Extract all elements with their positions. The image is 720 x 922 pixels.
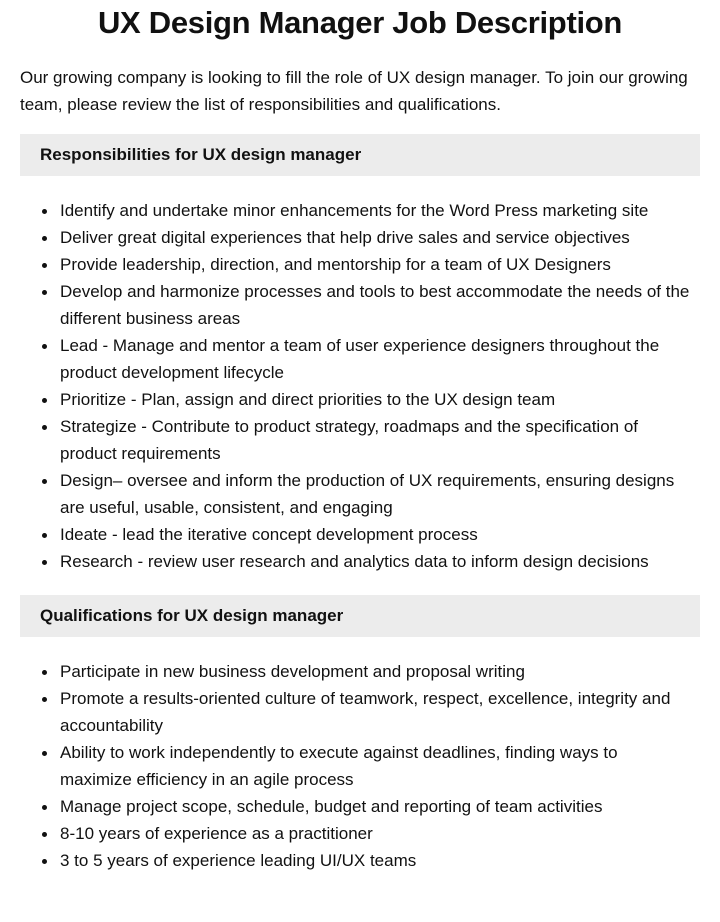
qualifications-heading: Qualifications for UX design manager [20,595,700,637]
bullet-icon [42,859,47,864]
list-item [20,467,700,521]
bullet-icon [42,560,47,565]
list-item [20,413,700,467]
bullet-icon [42,398,47,403]
list-item-text: 3 to 5 years of experience leading UI/UX teams [60,851,417,870]
list-item-text: Provide leadership, direction, and mentorship for a team of UX Designers [60,255,611,274]
bullet-icon [42,479,47,484]
list-item [20,739,700,793]
list-item [20,332,700,386]
responsibilities-list [20,197,700,575]
qualifications-list [20,658,700,874]
list-item-text: Ideate - lead the iterative concept development process [60,525,478,544]
list-item-text: Promote a results-oriented culture of teamwork, respect, excellence, integrity and accountability [60,689,671,735]
list-item [20,386,700,413]
list-item [20,685,700,739]
bullet-icon [42,290,47,295]
bullet-icon [42,805,47,810]
section-spacer [20,575,700,579]
list-item [20,521,700,548]
list-item-text: Participate in new business development and proposal writing [60,662,525,681]
bullet-icon [42,344,47,349]
list-item [20,224,700,251]
list-item [20,251,700,278]
list-item [20,793,700,820]
list-item-text: Manage project scope, schedule, budget and reporting of team activities [60,797,603,816]
list-item [20,197,700,224]
list-item [20,548,700,575]
list-item-text: Identify and undertake minor enhancements for the Word Press marketing site [60,201,649,220]
list-item-text: 8-10 years of experience as a practitioner [60,824,373,843]
list-item-text: Design– oversee and inform the production of UX requirements, ensuring designs are useful, usable, consistent, and engaging [60,471,675,517]
list-item-text: Lead - Manage and mentor a team of user experience designers throughout the product development lifecycle [60,336,660,382]
list-item [20,847,700,874]
bullet-icon [42,533,47,538]
intro-paragraph: Our growing company is looking to fill the role of UX design manager. To join our growing team, please review the list of responsibilities and qualifications. [20,68,688,114]
list-item-text: Ability to work independently to execute against deadlines, finding ways to maximize efficiency in an agile process [60,743,618,789]
bullet-icon [42,236,47,241]
bullet-icon [42,670,47,675]
bullet-icon [42,209,47,214]
list-item [20,820,700,847]
list-item-text: Deliver great digital experiences that help drive sales and service objectives [60,228,630,247]
bullet-icon [42,425,47,430]
list-item-text: Strategize - Contribute to product strategy, roadmaps and the specification of product requirements [60,417,638,463]
bullet-icon [42,751,47,756]
list-item [20,658,700,685]
list-item [20,278,700,332]
bullet-icon [42,263,47,268]
list-item-text: Prioritize - Plan, assign and direct priorities to the UX design team [60,390,556,409]
bullet-icon [42,832,47,837]
responsibilities-heading: Responsibilities for UX design manager [20,134,700,176]
page-title: UX Design Manager Job Description [97,5,623,40]
bullet-icon [42,697,47,702]
list-item-text: Develop and harmonize processes and tools to best accommodate the needs of the different business areas [60,282,690,328]
list-item-text: Research - review user research and analytics data to inform design decisions [60,552,649,571]
